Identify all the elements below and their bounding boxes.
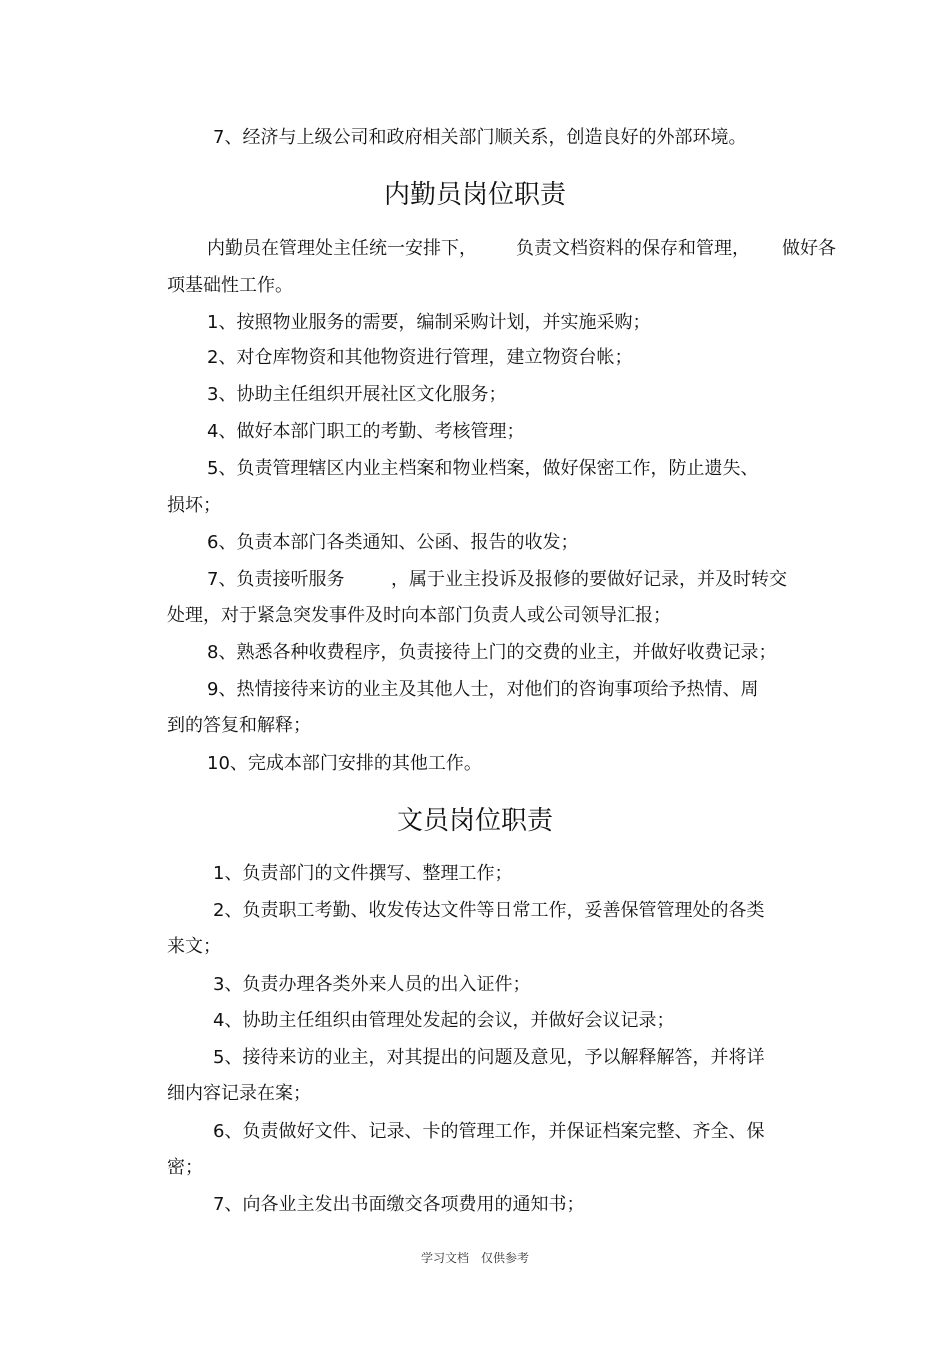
list-item: 9、热情接待来访的业主及其他人士，对他们的咨询事项给予热情、周 bbox=[207, 679, 759, 700]
top-item: 7、经济与上级公司和政府相关部门顺关系，创造良好的外部环境。 bbox=[213, 127, 747, 148]
list-item: 5、接待来访的业主，对其提出的问题及意见，予以解释解答，并将详 bbox=[213, 1047, 765, 1068]
list-item: 10、完成本部门安排的其他工作。 bbox=[207, 753, 482, 774]
list-item: 3、负责办理各类外来人员的出入证件； bbox=[213, 974, 531, 995]
section1-title: 内勤员岗位职责 bbox=[383, 180, 566, 210]
list-item: 1、按照物业服务的需要，编制采购计划，并实施采购； bbox=[207, 312, 651, 333]
list-item-continuation: 来文； bbox=[167, 936, 221, 957]
list-item: 8、熟悉各种收费程序，负责接待上门的交费的业主，并做好收费记录； bbox=[207, 642, 777, 663]
section2-title: 文员岗位职责 bbox=[396, 806, 553, 836]
list-item-continuation: 密； bbox=[167, 1157, 203, 1178]
list-item-part: ，属于业主投诉及报修的要做好记录，并及时转交 bbox=[391, 569, 787, 590]
section1-intro-part: 负责文档资料的保存和管理， bbox=[516, 238, 750, 259]
list-item: 6、负责做好文件、记录、卡的管理工作，并保证档案完整、齐全、保 bbox=[213, 1121, 765, 1142]
list-item: 4、协助主任组织由管理处发起的会议，并做好会议记录； bbox=[213, 1010, 675, 1031]
list-item: 7、负责接听服务 bbox=[207, 569, 345, 590]
list-item: 5、负责管理辖区内业主档案和物业档案，做好保密工作，防止遗失、 bbox=[207, 458, 759, 479]
list-item-continuation: 到的答复和解释； bbox=[167, 715, 311, 736]
list-item-continuation: 损坏； bbox=[167, 495, 221, 516]
list-item: 4、做好本部门职工的考勤、考核管理； bbox=[207, 421, 525, 442]
page-footer: 学习文档 仅供参考 bbox=[420, 1251, 529, 1265]
list-item: 7、向各业主发出书面缴交各项费用的通知书； bbox=[213, 1194, 585, 1215]
section1-intro-part: 做好各 bbox=[782, 238, 836, 259]
section1-intro-part: 内勤员在管理处主任统一安排下， bbox=[207, 238, 477, 259]
list-item: 2、负责职工考勤、收发传达文件等日常工作，妥善保管管理处的各类 bbox=[213, 900, 765, 921]
list-item-continuation: 处理，对于紧急突发事件及时向本部门负责人或公司领导汇报； bbox=[167, 605, 671, 626]
list-item: 1、负责部门的文件撰写、整理工作； bbox=[213, 863, 513, 884]
list-item: 6、负责本部门各类通知、公函、报告的收发； bbox=[207, 532, 579, 553]
list-item: 3、协助主任组织开展社区文化服务； bbox=[207, 384, 507, 405]
section1-intro-part: 项基础性工作。 bbox=[167, 275, 293, 296]
list-item-continuation: 细内容记录在案； bbox=[167, 1083, 311, 1104]
list-item: 2、对仓库物资和其他物资进行管理，建立物资台帐； bbox=[207, 347, 633, 368]
